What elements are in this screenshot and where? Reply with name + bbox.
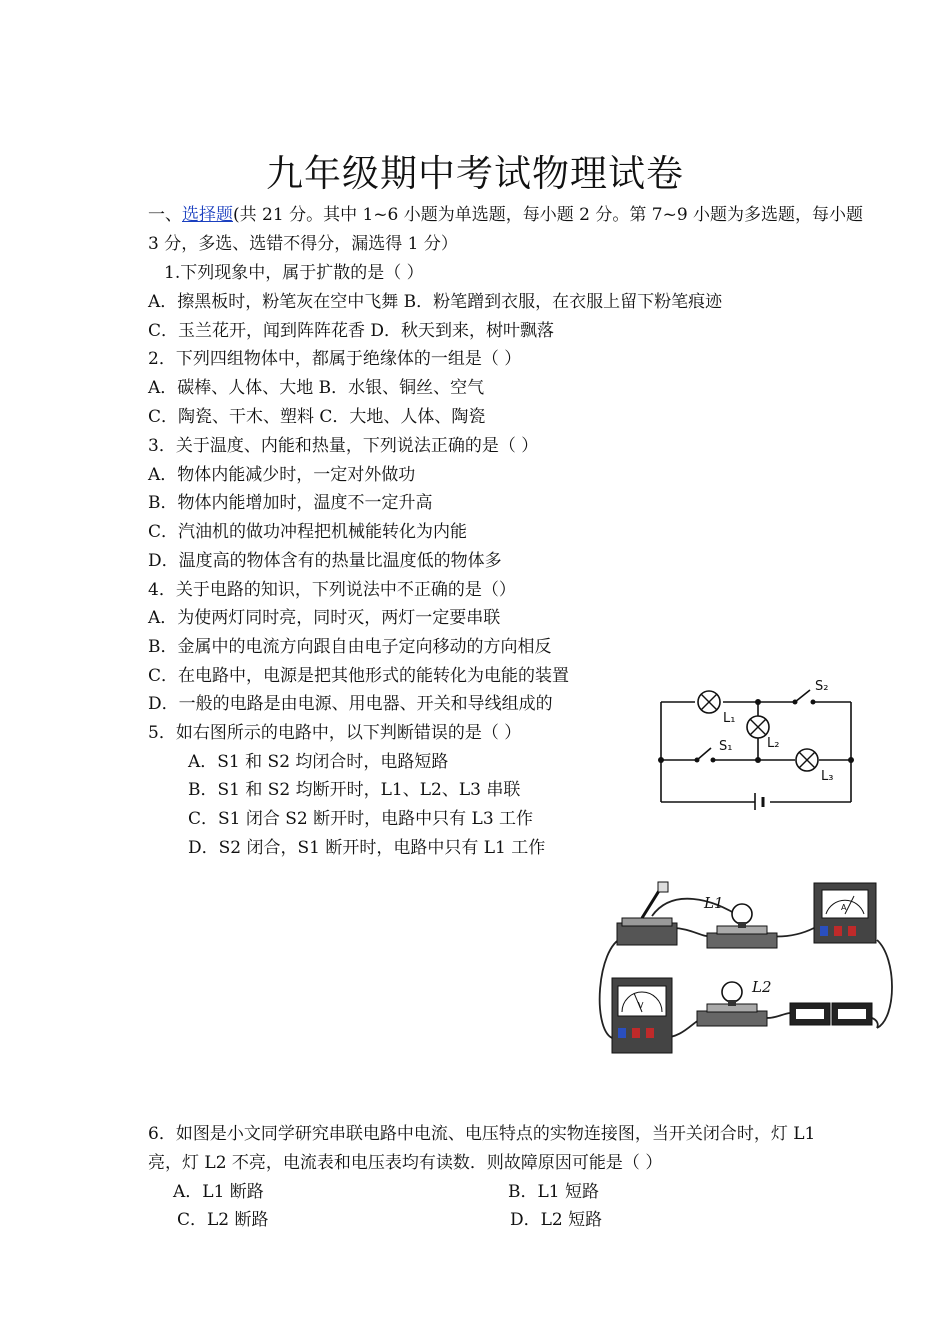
q3-stem: 3．关于温度、内能和热量，下列说法正确的是（ ）: [148, 436, 539, 456]
q5-option-b: B．S1 和 S2 均断开时，L1、L2、L3 串联: [188, 780, 521, 800]
q4-option-d: D．一般的电路是由电源、用电器、开关和导线组成的: [148, 694, 553, 714]
label-s2: S₂: [815, 679, 829, 694]
label-l2: L₂: [767, 736, 780, 751]
ammeter-apparatus: [814, 883, 876, 943]
q4-option-b: B．金属中的电流方向跟自由电子定向移动的方向相反: [148, 637, 552, 657]
q6-option-b: B．L1 短路: [508, 1182, 600, 1202]
label-l1: L₁: [723, 711, 736, 726]
section-header-text: (共 21 分。其中 1~6 小题为单选题，每小题 2 分。第 7~9 小题为多选题，每小题: [233, 205, 864, 225]
q6-option-a: A．L1 断路: [173, 1182, 264, 1202]
q3-option-d: D．温度高的物体含有的热量比温度低的物体多: [148, 551, 502, 571]
q5-stem: 5．如右图所示的电路中，以下判断错误的是（ ）: [148, 723, 522, 743]
q1-options-line1: A．擦黑板时，粉笔灰在空中飞舞 B．粉笔蹭到衣服，在衣服上留下粉笔痕迹: [148, 292, 723, 312]
switch-apparatus: [617, 882, 677, 945]
q1-stem: 1.下列现象中，属于扩散的是（ ）: [164, 263, 424, 283]
section-header-line1: [148, 203, 863, 227]
q5-option-c: C．S1 闭合 S2 断开时，电路中只有 L3 工作: [188, 809, 534, 829]
q6-option-c: C．L2 断路: [177, 1210, 269, 1230]
section-prefix: 一、: [148, 205, 182, 225]
q2-options-line2: C．陶瓷、干木、塑料 C．大地、人体、陶瓷: [148, 407, 486, 427]
voltmeter-letter: V: [638, 1001, 644, 1010]
q2-stem: 2．下列四组物体中，都属于绝缘体的一组是（ ）: [148, 349, 522, 369]
q5-option-d: D．S2 闭合，S1 断开时，电路中只有 L1 工作: [188, 838, 546, 858]
q6-stem-line1: 6．如图是小文同学研究串联电路中电流、电压特点的实物连接图，当开关闭合时，灯 L1: [148, 1124, 816, 1144]
choice-question-link[interactable]: 选择题: [182, 205, 233, 225]
q3-option-c: C．汽油机的做功冲程把机械能转化为内能: [148, 522, 468, 542]
q4-option-a: A．为使两灯同时亮，同时灭，两灯一定要串联: [148, 608, 501, 628]
q4-stem: 4．关于电路的知识，下列说法中不正确的是（）: [148, 580, 516, 600]
page-title: 九年级期中考试物理试卷: [266, 152, 684, 195]
q3-option-a: A．物体内能减少时，一定对外做功: [148, 465, 416, 485]
section-header-line2: 3 分，多选、选错不得分，漏选得 1 分）: [148, 234, 458, 254]
q5-option-a: A．S1 和 S2 均闭合时，电路短路: [188, 752, 449, 772]
q4-option-c: C．在电路中，电源是把其他形式的能转化为电能的装置: [148, 666, 570, 686]
q2-options-line1: A．碳棒、人体、大地 B．水银、铜丝、空气: [148, 378, 485, 398]
apparatus-label-l2: L2: [752, 978, 772, 996]
q6-option-d: D．L2 短路: [510, 1210, 603, 1230]
q3-option-b: B．物体内能增加时，温度不一定升高: [148, 493, 433, 513]
battery-apparatus: [790, 1003, 872, 1025]
q6-apparatus-illustration: [592, 878, 897, 1058]
label-s1: S₁: [719, 739, 733, 754]
q1-options-line2: C．玉兰花开，闻到阵阵花香 D．秋天到来，树叶飘落: [148, 321, 555, 341]
q6-stem-line2: 亮，灯 L2 不亮，电流表和电压表均有读数．则故障原因可能是（ ）: [148, 1153, 663, 1173]
q5-circuit-diagram: [655, 672, 860, 810]
label-l3: L₃: [821, 769, 834, 784]
ammeter-letter: A: [841, 903, 847, 912]
apparatus-label-l1: L1: [704, 894, 724, 912]
voltmeter-apparatus: [612, 978, 672, 1053]
